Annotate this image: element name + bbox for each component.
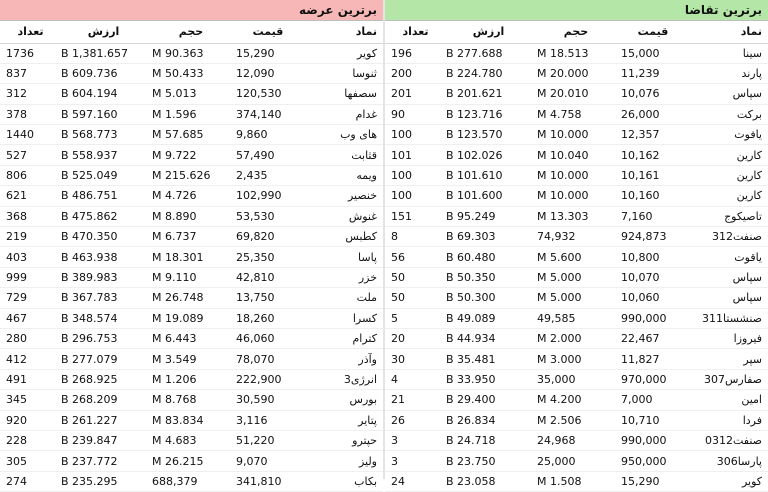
cell-volume: 74,932 [534,227,618,247]
cell-value: 261.227 B [58,410,149,430]
cell-count: 26 [385,410,443,430]
table-row[interactable] [385,288,768,308]
cell-value: 268.209 B [58,390,149,410]
cell-volume: 20.010 M [534,84,618,104]
cell-count: 305 [0,451,58,471]
cell-price: 970,000 [618,369,688,389]
cell-price: 10,710 [618,410,688,430]
cell-symbol[interactable]: امین [688,390,768,410]
cell-volume: 688,379 [149,471,233,491]
cell-price: 46,060 [233,328,303,348]
cell-value: 348.574 B [58,308,149,328]
table-row[interactable] [385,328,768,348]
cell-value: 29.400 B [443,390,534,410]
cell-count: 196 [385,43,443,63]
cell-volume: 2.506 M [534,410,618,430]
cell-count: 274 [0,471,58,491]
cell-volume: 10.000 M [534,125,618,145]
cell-count: 920 [0,410,58,430]
cell-volume: 10.000 M [534,186,618,206]
table-row[interactable] [0,288,383,308]
cell-value: 463.938 B [58,247,149,267]
table-row[interactable] [0,165,383,185]
cell-value: 33.950 B [443,369,534,389]
cell-count: 280 [0,328,58,348]
cell-volume: 90.363 M [149,43,233,63]
table-row[interactable] [0,63,383,83]
cell-price: 3,116 [233,410,303,430]
cell-count: 412 [0,349,58,369]
table-row[interactable] [0,84,383,104]
cell-value: 24.718 B [443,430,534,450]
cell-price: 22,467 [618,328,688,348]
cell-count: 467 [0,308,58,328]
cell-volume: 1.508 M [534,471,618,491]
header-count[interactable]: تعداد [0,21,58,43]
cell-price: 53,530 [233,206,303,226]
table-row[interactable] [385,430,768,450]
cell-value: 49.089 B [443,308,534,328]
cell-value: 239.847 B [58,430,149,450]
cell-value: 224.780 B [443,63,534,83]
cell-symbol[interactable]: کسرا [303,308,383,328]
cell-price: 10,076 [618,84,688,104]
cell-count: 999 [0,267,58,287]
cell-symbol[interactable]: کویر [303,43,383,63]
cell-value: 268.925 B [58,369,149,389]
header-value[interactable]: ارزش [58,21,149,43]
cell-symbol[interactable]: صنشستا311 [688,308,768,328]
cell-count: 90 [385,104,443,124]
table-row[interactable] [385,186,768,206]
cell-count: 1440 [0,125,58,145]
cell-count: 20 [385,328,443,348]
table-row[interactable] [385,63,768,83]
cell-value: 50.350 B [443,267,534,287]
cell-symbol[interactable]: کارین [688,165,768,185]
cell-price: 222,900 [233,369,303,389]
cell-volume: 19.089 M [149,308,233,328]
cell-value: 237.772 B [58,451,149,471]
cell-volume: 4.758 M [534,104,618,124]
cell-value: 609.736 B [58,63,149,83]
cell-price: 26,000 [618,104,688,124]
cell-price: 924,873 [618,227,688,247]
table-row[interactable] [0,186,383,206]
header-value[interactable]: ارزش [443,21,534,43]
cell-volume: 6.737 M [149,227,233,247]
cell-volume: 26.748 M [149,288,233,308]
table-row[interactable] [385,206,768,226]
cell-count: 3 [385,430,443,450]
cell-count: 837 [0,63,58,83]
cell-price: 18,260 [233,308,303,328]
header-volume[interactable]: حجم [534,21,618,43]
cell-symbol[interactable]: سصفها [303,84,383,104]
cell-count: 8 [385,227,443,247]
cell-symbol[interactable]: کارین [688,186,768,206]
cell-value: 101.600 B [443,186,534,206]
cell-volume: 83.834 M [149,410,233,430]
table-row[interactable] [385,125,768,145]
table-row[interactable] [385,84,768,104]
cell-symbol[interactable]: سپاس [688,288,768,308]
supply-table [0,21,383,492]
cell-symbol[interactable]: کارین [688,145,768,165]
cell-value: 95.249 B [443,206,534,226]
cell-price: 11,239 [618,63,688,83]
cell-count: 21 [385,390,443,410]
cell-value: 123.716 B [443,104,534,124]
cell-symbol[interactable]: وآذر [303,349,383,369]
cell-symbol[interactable]: برکت [688,104,768,124]
cell-symbol[interactable]: حپترو [303,430,383,450]
cell-price: 120,530 [233,84,303,104]
cell-value: 235.295 B [58,471,149,491]
cell-value: 525.049 B [58,165,149,185]
cell-count: 56 [385,247,443,267]
cell-price: 78,070 [233,349,303,369]
cell-value: 123.570 B [443,125,534,145]
table-row[interactable] [0,390,383,410]
table-row[interactable] [385,390,768,410]
table-row[interactable] [0,369,383,389]
cell-symbol[interactable]: فردا [688,410,768,430]
cell-volume: 5.000 M [534,267,618,287]
cell-volume: 57.685 M [149,125,233,145]
cell-symbol[interactable]: بورس [303,390,383,410]
demand-title: برترین تقاضا [385,0,768,21]
cell-volume: 4.683 M [149,430,233,450]
cell-price: 990,000 [618,308,688,328]
cell-price: 2,435 [233,165,303,185]
cell-volume: 20.000 M [534,63,618,83]
cell-price: 102,990 [233,186,303,206]
cell-value: 470.350 B [58,227,149,247]
cell-value: 23.058 B [443,471,534,491]
cell-volume: 25,000 [534,451,618,471]
cell-symbol[interactable]: پارسا306 [688,451,768,471]
demand-panel [385,0,768,488]
header-price[interactable]: قیمت [618,21,688,43]
cell-price: 950,000 [618,451,688,471]
cell-symbol[interactable]: قثابت [303,145,383,165]
table-row[interactable] [0,267,383,287]
cell-volume: 3.000 M [534,349,618,369]
cell-volume: 10.040 M [534,145,618,165]
cell-price: 7,160 [618,206,688,226]
cell-price: 9,070 [233,451,303,471]
cell-count: 24 [385,471,443,491]
table-row[interactable] [0,451,383,471]
cell-volume: 9.722 M [149,145,233,165]
cell-symbol[interactable]: پتایر [303,410,383,430]
cell-count: 527 [0,145,58,165]
cell-symbol[interactable]: بکاب [303,471,383,491]
cell-symbol[interactable]: فیروزا [688,328,768,348]
cell-symbol[interactable]: کویر [688,471,768,491]
cell-count: 100 [385,165,443,185]
table-row[interactable] [385,369,768,389]
cell-symbol[interactable]: ملت [303,288,383,308]
cell-symbol[interactable]: پاسا [303,247,383,267]
cell-value: 26.834 B [443,410,534,430]
cell-volume: 5.013 M [149,84,233,104]
cell-count: 201 [385,84,443,104]
table-row[interactable] [385,451,768,471]
cell-value: 277.079 B [58,349,149,369]
cell-price: 7,000 [618,390,688,410]
cell-price: 15,000 [618,43,688,63]
cell-symbol[interactable]: ویمه [303,165,383,185]
table-row[interactable] [385,349,768,369]
cell-volume: 18.301 M [149,247,233,267]
cell-volume: 35,000 [534,369,618,389]
cell-count: 729 [0,288,58,308]
cell-value: 296.753 B [58,328,149,348]
cell-count: 378 [0,104,58,124]
cell-symbol[interactable]: صفارس307 [688,369,768,389]
demand-table [385,21,768,492]
cell-symbol[interactable]: کطبس [303,227,383,247]
header-volume[interactable]: حجم [149,21,233,43]
cell-value: 69.303 B [443,227,534,247]
cell-volume: 3.549 M [149,349,233,369]
supply-panel [0,0,383,488]
table-row[interactable] [0,328,383,348]
header-symbol[interactable]: نماد [688,21,768,43]
table-row[interactable] [0,410,383,430]
cell-count: 100 [385,186,443,206]
cell-volume: 4.726 M [149,186,233,206]
table-row[interactable] [385,471,768,491]
cell-price: 374,140 [233,104,303,124]
cell-volume: 8.768 M [149,390,233,410]
cell-count: 806 [0,165,58,185]
cell-volume: 50.433 M [149,63,233,83]
cell-price: 69,820 [233,227,303,247]
cell-price: 15,290 [233,43,303,63]
cell-count: 491 [0,369,58,389]
header-price[interactable]: قیمت [233,21,303,43]
table-row[interactable] [0,145,383,165]
cell-value: 60.480 B [443,247,534,267]
cell-volume: 5.000 M [534,288,618,308]
cell-symbol[interactable]: سپاس [688,267,768,287]
cell-count: 50 [385,288,443,308]
cell-price: 10,160 [618,186,688,206]
cell-symbol[interactable]: سپر [688,349,768,369]
cell-count: 151 [385,206,443,226]
cell-value: 604.194 B [58,84,149,104]
cell-count: 312 [0,84,58,104]
cell-value: 50.300 B [443,288,534,308]
cell-volume: 1.596 M [149,104,233,124]
cell-symbol[interactable]: خنصیر [303,186,383,206]
cell-volume: 8.890 M [149,206,233,226]
cell-count: 100 [385,125,443,145]
cell-price: 10,800 [618,247,688,267]
cell-symbol[interactable]: های وب [303,125,383,145]
cell-count: 621 [0,186,58,206]
cell-count: 228 [0,430,58,450]
cell-count: 4 [385,369,443,389]
cell-price: 10,070 [618,267,688,287]
table-row[interactable] [0,471,383,491]
table-row[interactable] [0,308,383,328]
cell-value: 597.160 B [58,104,149,124]
cell-volume: 49,585 [534,308,618,328]
cell-price: 11,827 [618,349,688,369]
cell-count: 5 [385,308,443,328]
cell-count: 101 [385,145,443,165]
cell-volume: 1.206 M [149,369,233,389]
cell-price: 13,750 [233,288,303,308]
header-symbol[interactable]: نماد [303,21,383,43]
cell-symbol[interactable]: کترام [303,328,383,348]
table-row[interactable] [385,104,768,124]
supply-title: برترین عرضه [0,0,383,21]
cell-value: 1,381.657 B [58,43,149,63]
table-row[interactable] [385,308,768,328]
cell-price: 30,590 [233,390,303,410]
cell-price: 990,000 [618,430,688,450]
cell-value: 44.934 B [443,328,534,348]
cell-price: 10,162 [618,145,688,165]
cell-price: 12,357 [618,125,688,145]
cell-count: 403 [0,247,58,267]
table-row[interactable] [0,43,383,63]
table-row[interactable] [0,125,383,145]
cell-volume: 5.600 M [534,247,618,267]
cell-count: 345 [0,390,58,410]
cell-value: 201.621 B [443,84,534,104]
cell-price: 10,161 [618,165,688,185]
table-row[interactable] [0,227,383,247]
table-row[interactable] [0,349,383,369]
cell-count: 50 [385,267,443,287]
cell-count: 1736 [0,43,58,63]
cell-price: 12,090 [233,63,303,83]
cell-symbol[interactable]: سینا [688,43,768,63]
cell-volume: 26.215 M [149,451,233,471]
cell-symbol[interactable]: ثنوسا [303,63,383,83]
cell-volume: 2.000 M [534,328,618,348]
cell-price: 57,490 [233,145,303,165]
cell-symbol[interactable]: غدام [303,104,383,124]
cell-value: 102.026 B [443,145,534,165]
cell-price: 9,860 [233,125,303,145]
cell-symbol[interactable]: صنفت0312 [688,430,768,450]
cell-value: 568.773 B [58,125,149,145]
cell-count: 368 [0,206,58,226]
cell-volume: 10.000 M [534,165,618,185]
demand-header-row [385,21,768,43]
cell-symbol[interactable]: تاصیکوج [688,206,768,226]
cell-price: 42,810 [233,267,303,287]
table-row[interactable] [0,247,383,267]
cell-price: 10,060 [618,288,688,308]
cell-symbol[interactable]: صنفت312 [688,227,768,247]
cell-price: 15,290 [618,471,688,491]
table-row[interactable] [385,43,768,63]
table-row[interactable] [385,247,768,267]
cell-volume: 4.200 M [534,390,618,410]
cell-symbol[interactable]: یافوت [688,125,768,145]
cell-value: 277.688 B [443,43,534,63]
cell-value: 475.862 B [58,206,149,226]
table-row[interactable] [385,227,768,247]
cell-volume: 24,968 [534,430,618,450]
table-row[interactable] [0,104,383,124]
cell-price: 51,220 [233,430,303,450]
cell-value: 367.783 B [58,288,149,308]
cell-value: 558.937 B [58,145,149,165]
table-row[interactable] [385,410,768,430]
cell-count: 219 [0,227,58,247]
cell-volume: 13.303 M [534,206,618,226]
cell-volume: 215.626 M [149,165,233,185]
table-row[interactable] [0,430,383,450]
cell-symbol[interactable]: سپاس [688,84,768,104]
supply-header-row [0,21,383,43]
cell-symbol[interactable]: خزر [303,267,383,287]
cell-symbol[interactable]: غنوش [303,206,383,226]
header-count[interactable]: تعداد [385,21,443,43]
table-row[interactable] [385,165,768,185]
cell-count: 200 [385,63,443,83]
table-row[interactable] [385,145,768,165]
cell-value: 486.751 B [58,186,149,206]
cell-value: 35.481 B [443,349,534,369]
cell-count: 3 [385,451,443,471]
cell-volume: 18.513 M [534,43,618,63]
cell-value: 101.610 B [443,165,534,185]
cell-value: 389.983 B [58,267,149,287]
table-row[interactable] [0,206,383,226]
cell-volume: 9.110 M [149,267,233,287]
cell-symbol[interactable]: یاقوت [688,247,768,267]
cell-symbol[interactable]: انرژی3 [303,369,383,389]
cell-price: 341,810 [233,471,303,491]
cell-symbol[interactable]: ولیز [303,451,383,471]
cell-price: 25,350 [233,247,303,267]
cell-symbol[interactable]: پارند [688,63,768,83]
cell-volume: 6.443 M [149,328,233,348]
cell-value: 23.750 B [443,451,534,471]
table-row[interactable] [385,267,768,287]
cell-count: 30 [385,349,443,369]
